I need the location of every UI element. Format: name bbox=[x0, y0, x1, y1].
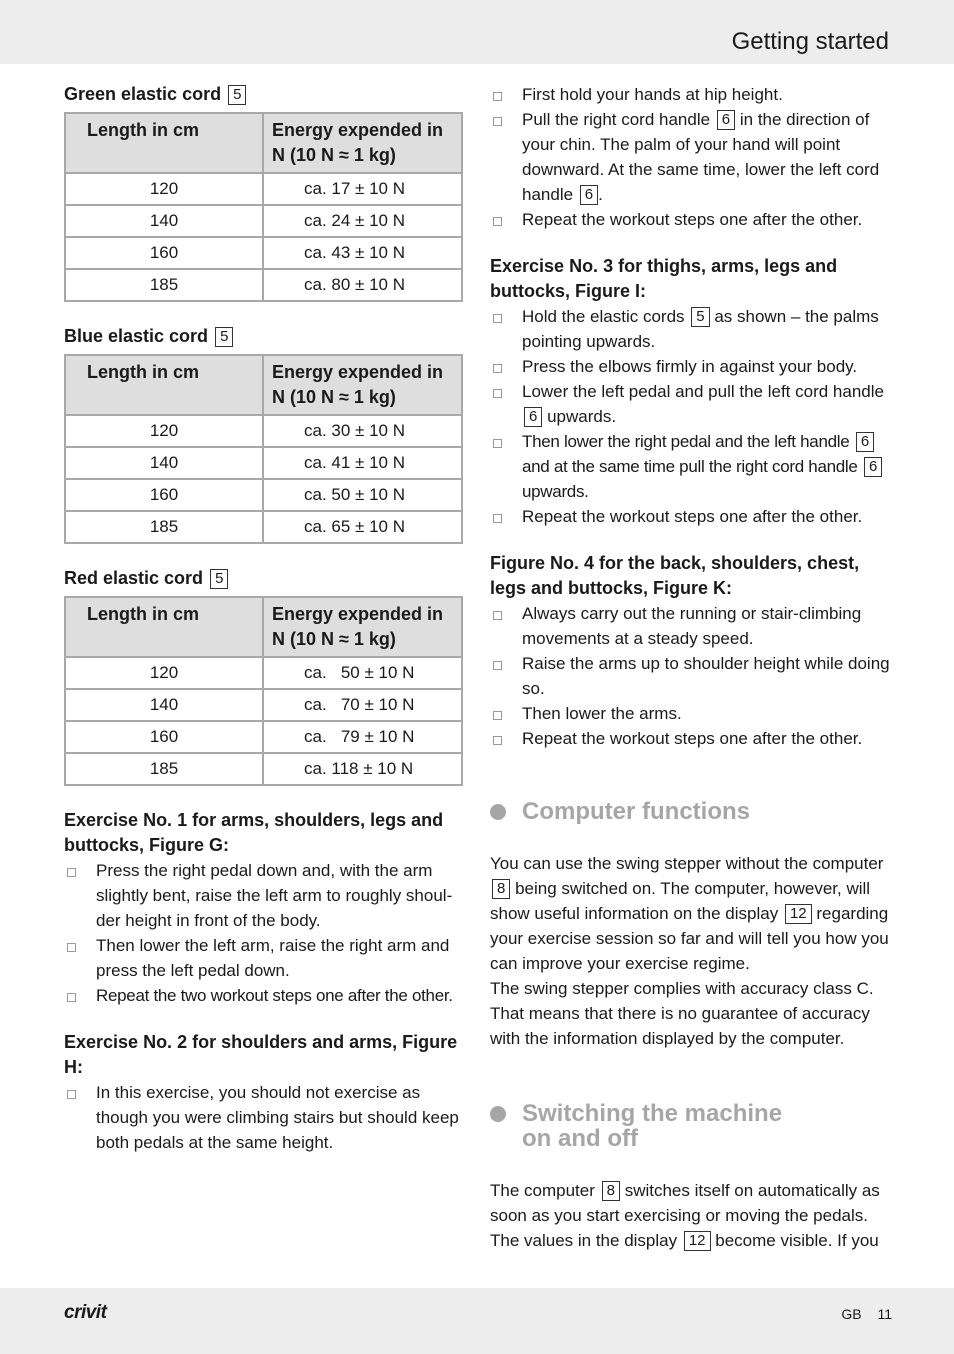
cell-energy: ca. 50 ± 10 N bbox=[263, 479, 462, 511]
cell-energy: ca. 70 ± 10 N bbox=[263, 689, 462, 721]
exercise-2-heading: Exercise No. 2 for shoulders and arms, Figure H: bbox=[64, 1032, 458, 1077]
ref-number: 5 bbox=[215, 327, 233, 347]
blue-cord-block bbox=[64, 324, 464, 544]
cell-length: 160 bbox=[65, 237, 263, 269]
ref-number: 5 bbox=[210, 569, 228, 589]
table-row bbox=[65, 173, 462, 205]
table-row bbox=[65, 511, 462, 543]
ref-number: 6 bbox=[717, 110, 735, 130]
list-item: Raise the arms up to shoulder height while doing so. bbox=[490, 651, 890, 701]
exercise-3-list bbox=[490, 304, 890, 529]
list-item: Press the right pedal down and, with the arm slightly bent, raise the left arm to roughly shoulder height in front of the body. bbox=[64, 858, 464, 933]
cell-length: 140 bbox=[65, 205, 263, 237]
column-header: Length in cm bbox=[65, 597, 263, 657]
cell-length: 160 bbox=[65, 721, 263, 753]
list-item: Repeat the two workout steps one after the other. bbox=[64, 983, 464, 1008]
computer-paragraph-1: You can use the swing stepper without the computer 8 being switched on. The computer, however, will show useful information on the display 12 regarding your exercise session so far and will tell you how you can improve your exercise regime. bbox=[490, 854, 889, 973]
exercise-1-list bbox=[64, 858, 464, 1008]
ref-number: 12 bbox=[785, 904, 812, 924]
list-item: Always carry out the running or stair-climbing movements at a steady speed. bbox=[490, 601, 890, 651]
list-item: Repeat the workout steps one after the other. bbox=[490, 504, 890, 529]
table-row bbox=[65, 479, 462, 511]
exercise-4-heading: Figure No. 4 for the back, shoulders, chest, legs and buttocks, Figure K: bbox=[490, 553, 860, 598]
left-column bbox=[64, 82, 464, 1177]
table-row bbox=[65, 269, 462, 301]
exercise-2-list bbox=[64, 1080, 464, 1155]
table-row bbox=[65, 721, 462, 753]
ref-number: 6 bbox=[524, 407, 542, 427]
cell-length: 120 bbox=[65, 415, 263, 447]
cell-length: 120 bbox=[65, 173, 263, 205]
table-row bbox=[65, 753, 462, 785]
cell-length: 120 bbox=[65, 657, 263, 689]
bullet-dot-icon bbox=[490, 1106, 506, 1122]
ref-number: 12 bbox=[684, 1231, 711, 1251]
brand-logo: crivit bbox=[64, 1302, 107, 1323]
red-cord-block bbox=[64, 566, 464, 786]
column-header: Length in cm bbox=[65, 355, 263, 415]
exercise-4-list bbox=[490, 601, 890, 751]
table-caption: Red elastic cord 5 bbox=[64, 566, 464, 591]
red-cord-table bbox=[64, 596, 463, 786]
list-item: Pull the right cord handle 6 in the direction of your chin. The palm of your hand will point downward. At the same time, lower the left cord handle 6 . bbox=[490, 107, 890, 207]
cell-energy: ca. 50 ± 10 N bbox=[263, 657, 462, 689]
cell-energy: ca. 80 ± 10 N bbox=[263, 269, 462, 301]
table-caption: Blue elastic cord 5 bbox=[64, 324, 464, 349]
ref-number: 5 bbox=[228, 85, 246, 105]
list-item: Lower the left pedal and pull the left cord handle 6 upwards. bbox=[490, 379, 890, 429]
table-header-row bbox=[65, 597, 462, 657]
table-caption: Green elastic cord 5 bbox=[64, 82, 464, 107]
right-column bbox=[490, 82, 890, 1253]
cell-energy: ca. 24 ± 10 N bbox=[263, 205, 462, 237]
blue-cord-table bbox=[64, 354, 463, 544]
cell-length: 140 bbox=[65, 689, 263, 721]
cell-length: 160 bbox=[65, 479, 263, 511]
column-header: Energy expended in N (10 N ≈ 1 kg) bbox=[263, 597, 462, 657]
table-row bbox=[65, 237, 462, 269]
ref-number: 8 bbox=[602, 1181, 620, 1201]
exercise-2-list-continued bbox=[490, 82, 890, 232]
exercise-1-heading: Exercise No. 1 for arms, shoulders, legs and buttocks, Figure G: bbox=[64, 810, 444, 855]
cell-length: 185 bbox=[65, 269, 263, 301]
column-header: Energy expended in N (10 N ≈ 1 kg) bbox=[263, 113, 462, 173]
list-item: Repeat the workout steps one after the other. bbox=[490, 207, 890, 232]
cell-energy: ca. 118 ± 10 N bbox=[263, 753, 462, 785]
page-title: Getting started bbox=[731, 28, 889, 55]
list-item: Hold the elastic cords 5 as shown – the palms pointing upwards. bbox=[490, 304, 890, 354]
column-header: Length in cm bbox=[65, 113, 263, 173]
ref-number: 6 bbox=[864, 457, 882, 477]
page-number: GB 11 bbox=[841, 1306, 892, 1322]
table-row bbox=[65, 657, 462, 689]
cell-energy: ca. 41 ± 10 N bbox=[263, 447, 462, 479]
ref-number: 6 bbox=[856, 432, 874, 452]
computer-functions-heading: Computer functions bbox=[490, 799, 890, 824]
footer-band bbox=[0, 1288, 954, 1354]
computer-paragraph-2: The swing stepper complies with accuracy class C. That means that there is no guarantee of accuracy with the information displayed by the computer. bbox=[490, 979, 874, 1048]
cell-energy: ca. 17 ± 10 N bbox=[263, 173, 462, 205]
table-header-row bbox=[65, 113, 462, 173]
cell-length: 140 bbox=[65, 447, 263, 479]
cell-energy: ca. 43 ± 10 N bbox=[263, 237, 462, 269]
table-header-row bbox=[65, 355, 462, 415]
cell-length: 185 bbox=[65, 511, 263, 543]
list-item: First hold your hands at hip height. bbox=[490, 82, 890, 107]
table-row bbox=[65, 689, 462, 721]
cell-energy: ca. 79 ± 10 N bbox=[263, 721, 462, 753]
green-cord-table bbox=[64, 112, 463, 302]
list-item: In this exercise, you should not exercise as though you were climbing stairs but should keep both pedals at the same height. bbox=[64, 1080, 464, 1155]
cell-energy: ca. 65 ± 10 N bbox=[263, 511, 462, 543]
cell-length: 185 bbox=[65, 753, 263, 785]
cell-energy: ca. 30 ± 10 N bbox=[263, 415, 462, 447]
column-header: Energy expended in N (10 N ≈ 1 kg) bbox=[263, 355, 462, 415]
switching-paragraph: The computer 8 switches itself on automatically as soon as you start exercising or moving the pedals. The values in the display 12 become visible. If you bbox=[490, 1181, 880, 1250]
table-row bbox=[65, 205, 462, 237]
list-item: Then lower the arms. bbox=[490, 701, 890, 726]
switching-heading: Switching the machine on and off bbox=[490, 1101, 890, 1151]
list-item: Press the elbows firmly in against your body. bbox=[490, 354, 890, 379]
bullet-dot-icon bbox=[490, 804, 506, 820]
table-row bbox=[65, 415, 462, 447]
exercise-3-heading: Exercise No. 3 for thighs, arms, legs and buttocks, Figure I: bbox=[490, 256, 838, 301]
ref-number: 6 bbox=[580, 185, 598, 205]
green-cord-block bbox=[64, 82, 464, 302]
list-item: Then lower the left arm, raise the right arm and press the left pedal down. bbox=[64, 933, 464, 983]
ref-number: 5 bbox=[691, 307, 709, 327]
ref-number: 8 bbox=[492, 879, 510, 899]
list-item: Then lower the right pedal and the left handle 6 and at the same time pull the right cord handle 6 upwards. bbox=[490, 429, 890, 504]
table-row bbox=[65, 447, 462, 479]
list-item: Repeat the workout steps one after the other. bbox=[490, 726, 890, 751]
